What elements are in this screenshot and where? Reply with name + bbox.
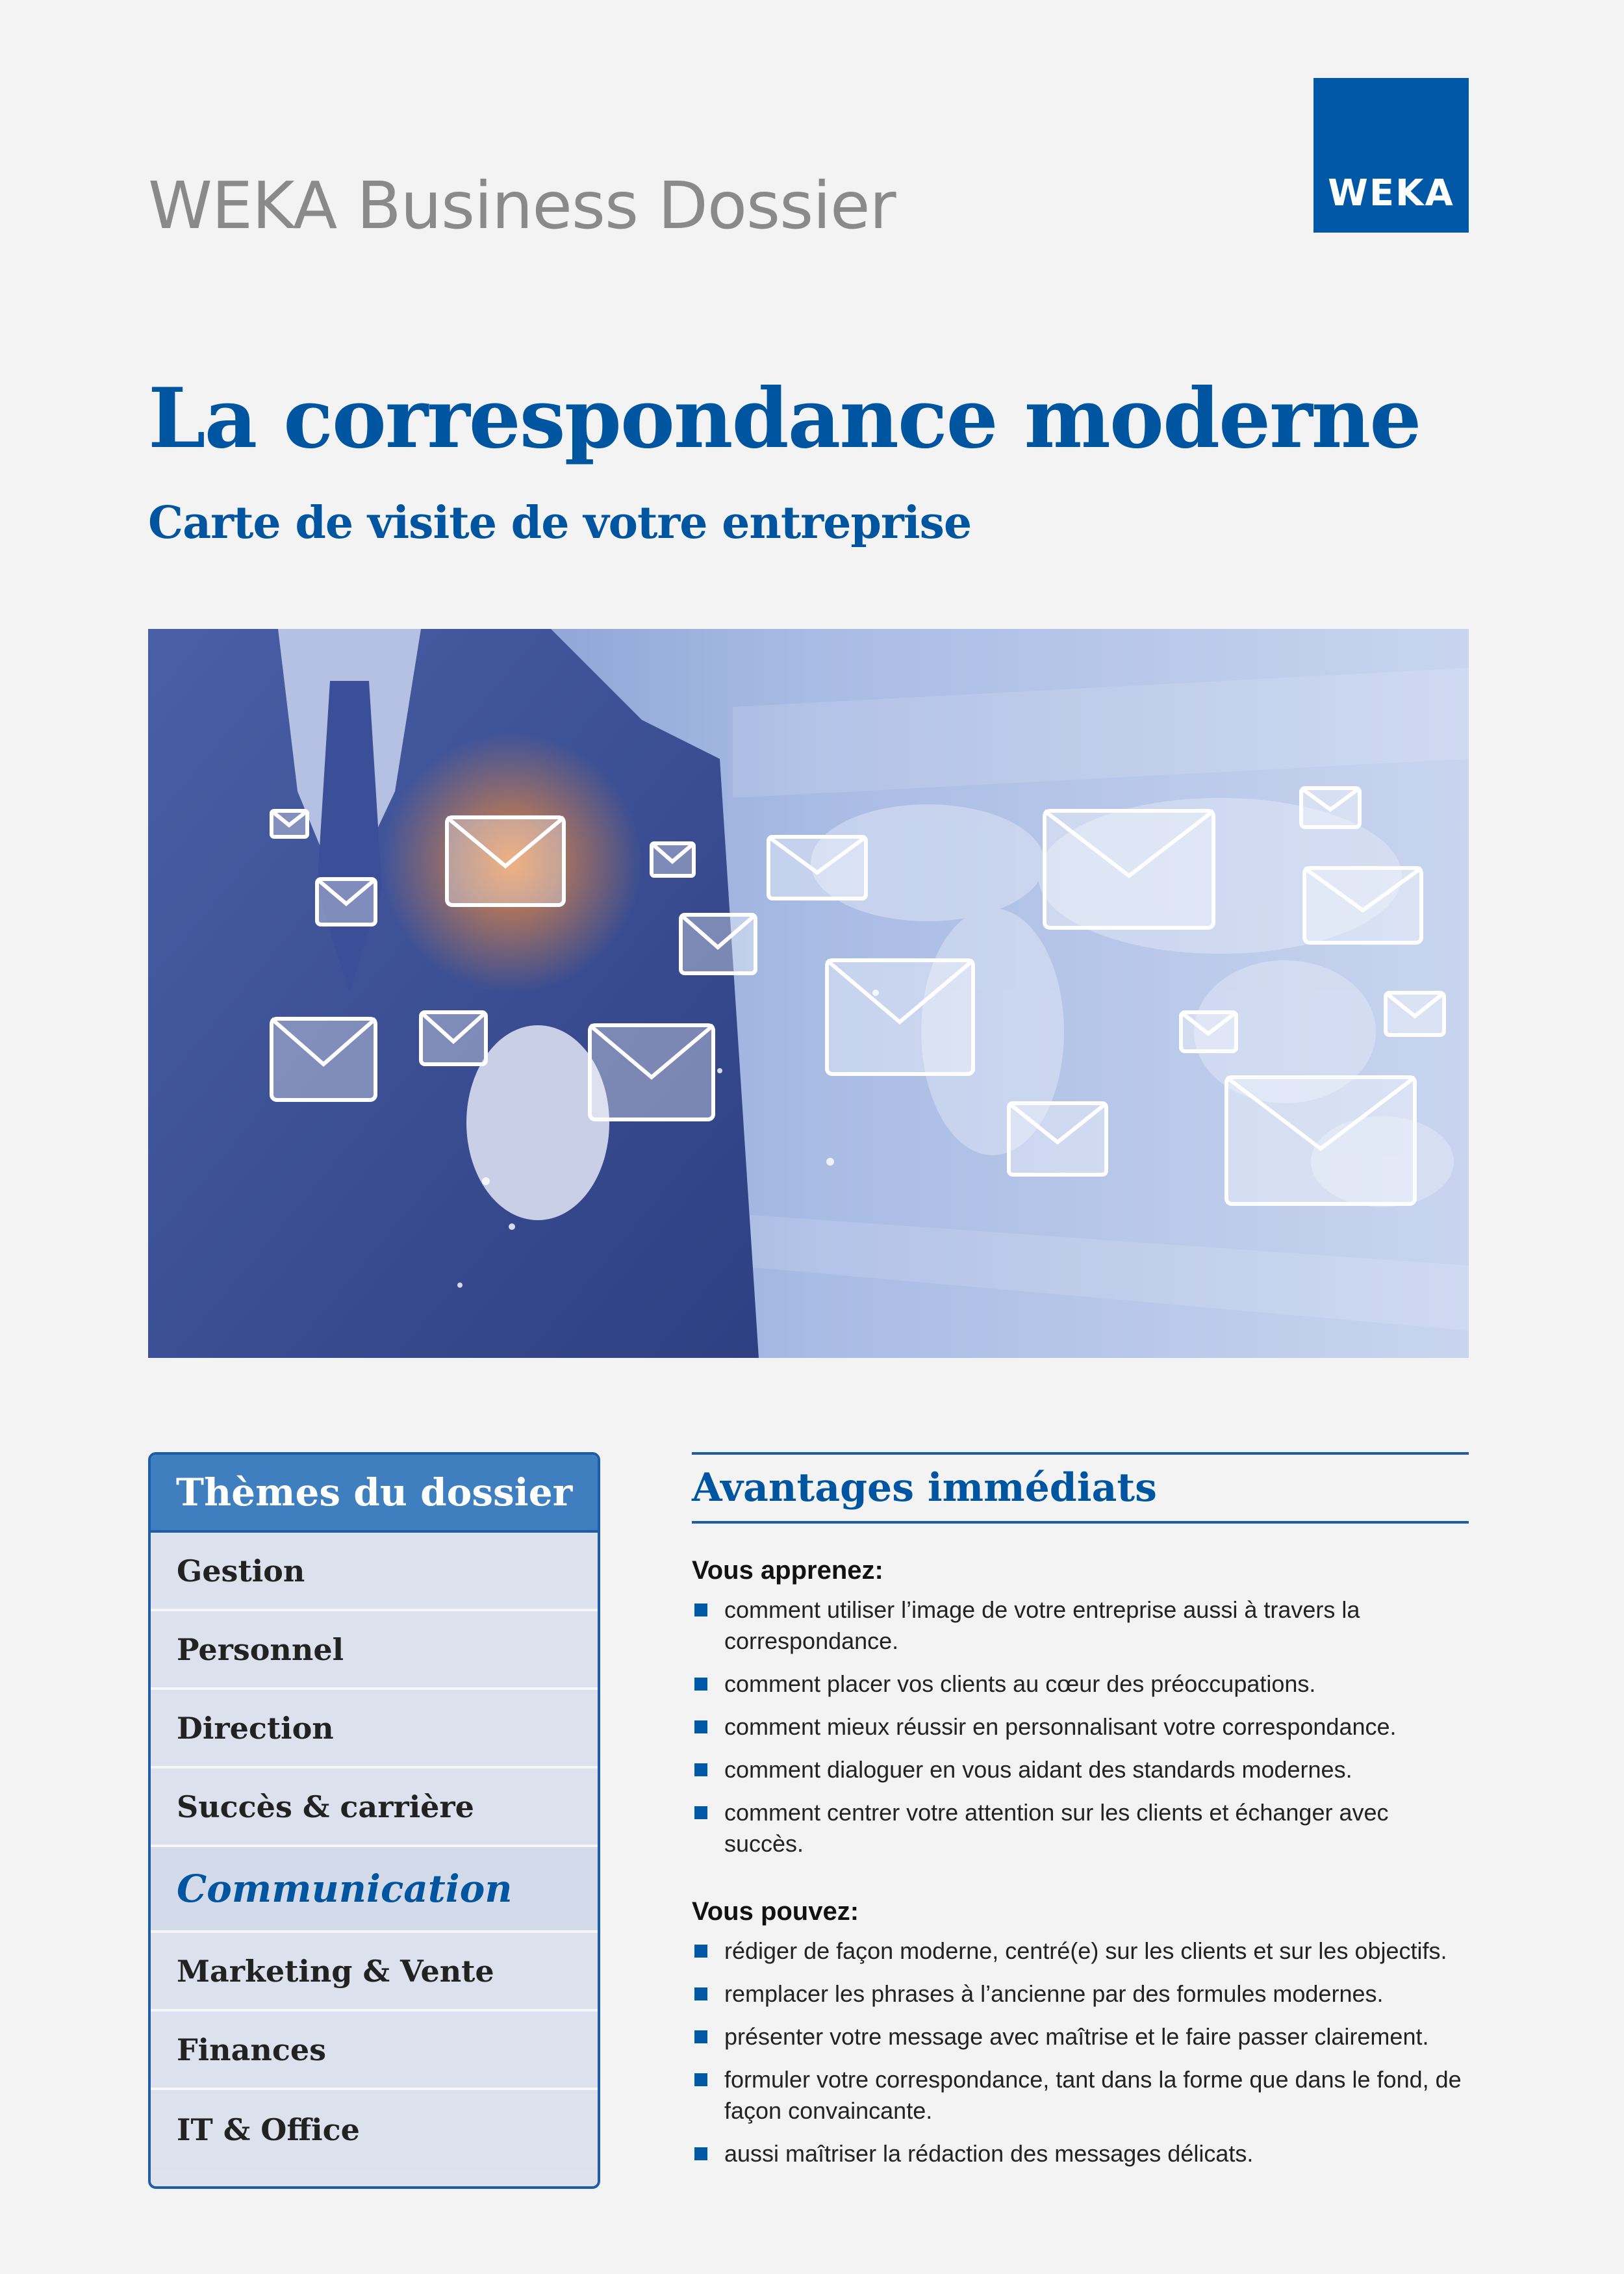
- list-item: remplacer les phrases à l’ancienne par des formules modernes.: [692, 1978, 1469, 2010]
- theme-item-direction[interactable]: Direction: [151, 1690, 598, 1769]
- theme-item-finances[interactable]: Finances: [151, 2012, 598, 2090]
- bullet-square-icon: [694, 2030, 707, 2043]
- weka-logo: WEKA: [1313, 78, 1469, 233]
- list-item: aussi maîtriser la rédaction des messages délicats.: [692, 2138, 1469, 2169]
- hero-image: [148, 629, 1469, 1358]
- can-label: Vous pouvez:: [692, 1897, 859, 1926]
- theme-item-gestion[interactable]: Gestion: [151, 1533, 598, 1611]
- learn-label: Vous apprenez:: [692, 1556, 883, 1585]
- bullet-square-icon: [694, 1678, 707, 1691]
- themes-box: [148, 1452, 600, 2189]
- bullet-square-icon: [694, 1806, 707, 1819]
- series-title: WEKA Business Dossier: [148, 168, 896, 244]
- list-item: comment mieux réussir en personnalisant votre correspondance.: [692, 1711, 1469, 1743]
- bullet-square-icon: [694, 1603, 707, 1616]
- list-item: comment dialoguer en vous aidant des standards modernes.: [692, 1754, 1469, 1785]
- page-title: La correspondance moderne: [148, 370, 1421, 466]
- theme-item-communication[interactable]: Communication: [151, 1847, 598, 1933]
- bullet-square-icon: [694, 1763, 707, 1776]
- list-item: rédiger de façon moderne, centré(e) sur les clients et sur les objectifs.: [692, 1935, 1469, 1967]
- list-item: formuler votre correspondance, tant dans la forme que dans le fond, de façon convaincante.: [692, 2064, 1469, 2127]
- benefits-section: [692, 1452, 1469, 2181]
- theme-item-it-office[interactable]: IT & Office: [151, 2090, 598, 2169]
- bullet-square-icon: [694, 2073, 707, 2086]
- can-list: [692, 1935, 1469, 2169]
- bullet-square-icon: [694, 1720, 707, 1733]
- theme-item-personnel[interactable]: Personnel: [151, 1611, 598, 1690]
- theme-item-marketing-vente[interactable]: Marketing & Vente: [151, 1933, 598, 2012]
- list-item: comment centrer votre attention sur les clients et échanger avec succès.: [692, 1797, 1469, 1859]
- learn-list: [692, 1594, 1469, 1859]
- list-item: présenter votre message avec maîtrise et le faire passer clairement.: [692, 2021, 1469, 2052]
- hero-illustration: [148, 629, 1469, 1358]
- bullet-square-icon: [694, 2147, 707, 2160]
- themes-header: Thèmes du dossier: [151, 1455, 598, 1533]
- bullet-square-icon: [694, 1987, 707, 2000]
- theme-item-succes-carriere[interactable]: Succès & carrière: [151, 1769, 598, 1847]
- list-item: comment utiliser l’image de votre entreprise aussi à travers la correspondance.: [692, 1594, 1469, 1657]
- page-subtitle: Carte de visite de votre entreprise: [148, 497, 972, 549]
- list-item: comment placer vos clients au cœur des préoccupations.: [692, 1668, 1469, 1700]
- bullet-square-icon: [694, 1945, 707, 1958]
- benefits-title: Avantages immédiats: [692, 1452, 1469, 1524]
